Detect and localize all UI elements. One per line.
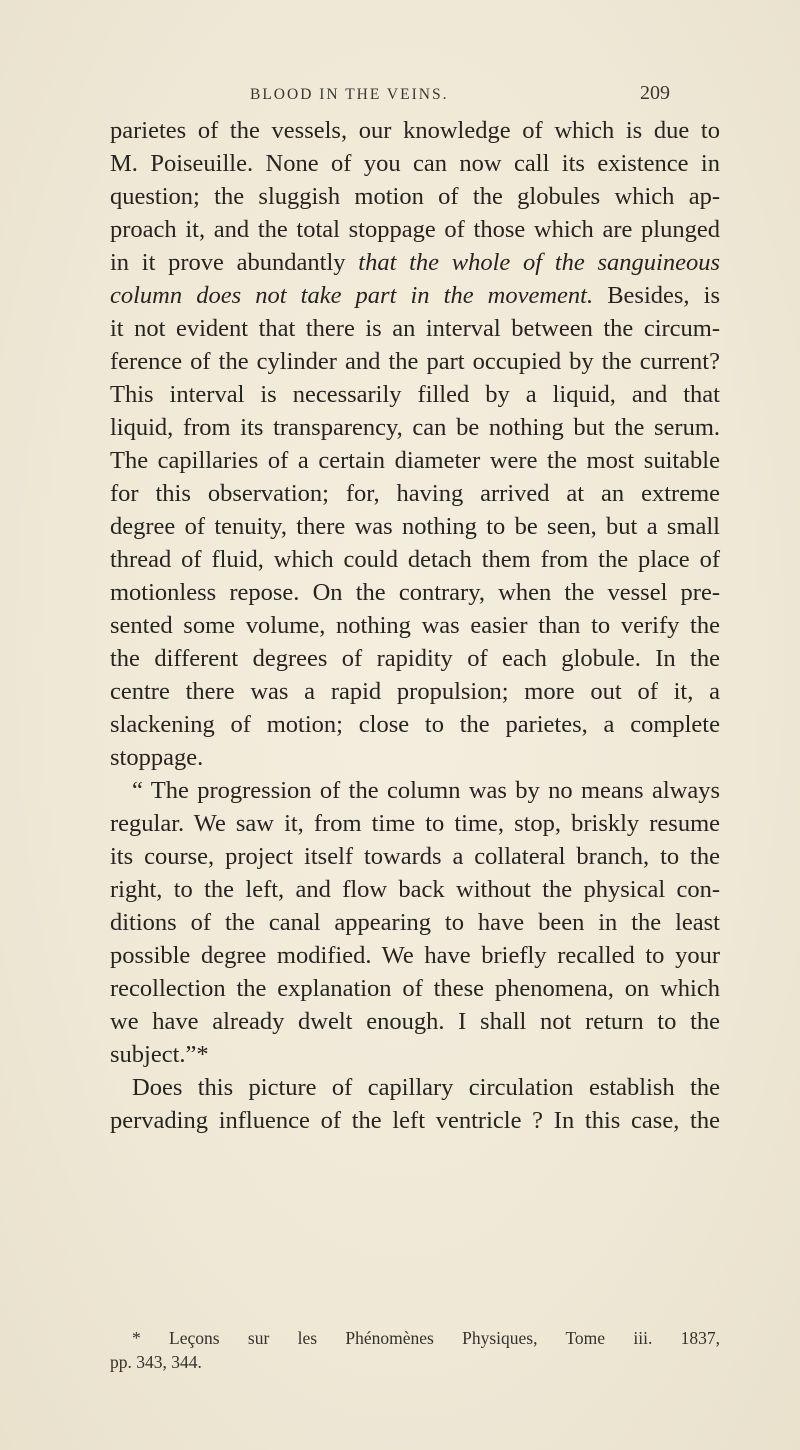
footnote-line: pp. 343, 344.	[110, 1352, 202, 1372]
page-number: 209	[640, 82, 670, 104]
body-line: its course, project itself towards a collateral branch, to the	[110, 843, 720, 870]
body-line: “ The progression of the column was by no means always	[132, 777, 720, 804]
running-title: BLOOD IN THE VEINS.	[250, 86, 449, 103]
body-line: recollection the explanation of these phenomena, on which	[110, 975, 720, 1002]
body-line: ditions of the canal appearing to have been in the least	[110, 909, 720, 936]
body-line: This interval is necessarily filled by a liquid, and that	[110, 381, 720, 408]
footnote-line: * Leçons sur les Phénomènes Physiques, Tome iii. 1837,	[132, 1328, 720, 1348]
body-line: liquid, from its transparency, can be nothing but the serum.	[110, 414, 720, 441]
body-line-italic: that the whole of the sanguineous	[358, 249, 720, 276]
body-line: it not evident that there is an interval between the circum-	[110, 315, 720, 342]
body-line	[110, 246, 720, 279]
body-line: possible degree modified. We have briefly recalled to your	[110, 942, 720, 969]
footnote	[110, 1326, 720, 1374]
body-line: pervading influence of the left ventricle ? In this case, the	[110, 1107, 720, 1134]
body-line-text: Besides, is	[593, 282, 720, 309]
body-line: question; the sluggish motion of the globules which ap-	[110, 183, 720, 210]
running-head	[0, 76, 800, 106]
body-line: M. Poiseuille. None of you can now call its existence in	[110, 150, 720, 177]
body-line: for this observation; for, having arrived at an extreme	[110, 480, 720, 507]
body-line: regular. We saw it, from time to time, stop, briskly resume	[110, 810, 720, 837]
body-line: the different degrees of rapidity of each globule. In the	[110, 645, 720, 672]
body-line: subject.”*	[110, 1041, 209, 1068]
body-line: parietes of the vessels, our knowledge of which is due to	[110, 117, 720, 144]
body-line: The capillaries of a certain diameter were the most suitable	[110, 447, 720, 474]
body-line-italic: column does not take part in the movement.	[110, 282, 594, 309]
body-line: proach it, and the total stoppage of those which are plunged	[110, 216, 720, 243]
body-line: centre there was a rapid propulsion; more out of it, a	[110, 678, 720, 705]
body-line: ference of the cylinder and the part occupied by the current?	[110, 348, 720, 375]
body-line: thread of fluid, which could detach them from the place of	[110, 546, 720, 573]
body-line: Does this picture of capillary circulation establish the	[132, 1074, 720, 1101]
body-line: motionless repose. On the contrary, when the vessel pre-	[110, 579, 720, 606]
body-line: stoppage.	[110, 744, 204, 771]
body-line: slackening of motion; close to the parietes, a complete	[110, 711, 720, 738]
body-line: right, to the left, and flow back without the physical con-	[110, 876, 720, 903]
body-line: sented some volume, nothing was easier than to verify the	[110, 612, 720, 639]
body-line	[110, 279, 720, 312]
body-line: we have already dwelt enough. I shall not return to the	[110, 1008, 720, 1035]
body-line: degree of tenuity, there was nothing to be seen, but a small	[110, 513, 720, 540]
body-text	[110, 114, 720, 1137]
body-line-text: in it prove abundantly	[110, 249, 359, 276]
